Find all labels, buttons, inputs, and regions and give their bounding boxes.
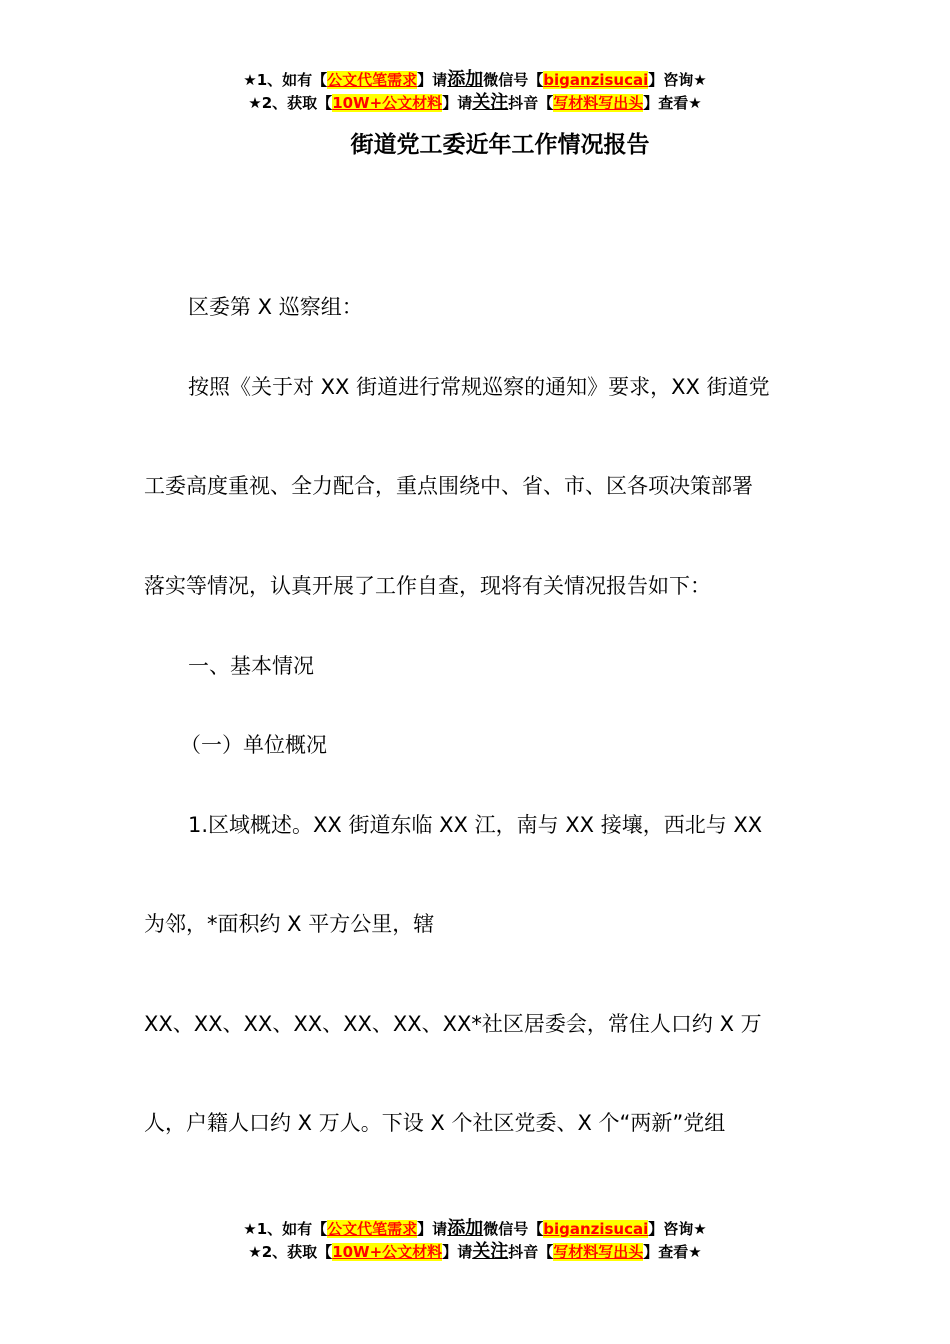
promo-text: 微信号【	[483, 1220, 544, 1238]
promo-text: 】请	[417, 71, 448, 89]
promo-text: 】请	[442, 94, 473, 112]
promo-emphasis: 添加	[447, 1218, 484, 1239]
promo-text: ★1、如有【	[243, 1220, 328, 1238]
promo-text: 】咨询★	[648, 1220, 707, 1238]
promo-text: 】咨询★	[648, 71, 707, 89]
promo-text: 】查看★	[643, 1243, 702, 1261]
paragraph-line: 落实等情况，认真开展了工作自查，现将有关情况报告如下：	[144, 574, 711, 598]
promo-line-1	[0, 1217, 950, 1240]
paragraph-line: XX、XX、XX、XX、XX、XX、XX*社区居委会，常住人口约 X 万	[144, 1012, 762, 1036]
paragraph-line: 为邻，*面积约 X 平方公里，辖	[144, 912, 435, 936]
promo-highlight: 写材料写出头	[553, 94, 644, 112]
promo-highlight: biganzisucai	[543, 71, 649, 89]
promo-text: ★2、获取【	[248, 1243, 333, 1261]
promo-text: 微信号【	[483, 71, 544, 89]
subsection-heading: （一）单位概况	[180, 733, 327, 757]
paragraph-line: 工委高度重视、全力配合，重点围绕中、省、市、区各项决策部署	[144, 474, 753, 498]
paragraph-line: 人，户籍人口约 X 万人。下设 X 个社区党委、X 个“两新”党组	[144, 1111, 726, 1135]
promo-highlight: 10W+公文材料	[332, 1243, 443, 1261]
promo-highlight: 公文代笔需求	[327, 71, 418, 89]
document-title: 街道党工委近年工作情况报告	[350, 132, 650, 158]
promo-text: 】请	[417, 1220, 448, 1238]
promo-highlight: biganzisucai	[543, 1220, 649, 1238]
header-promo-banner	[0, 68, 950, 114]
promo-text: 】请	[442, 1243, 473, 1261]
promo-text: 】查看★	[643, 94, 702, 112]
promo-text: 抖音【	[508, 94, 554, 112]
promo-text: ★2、获取【	[248, 94, 333, 112]
promo-highlight: 10W+公文材料	[332, 94, 443, 112]
promo-text: 抖音【	[508, 1243, 554, 1261]
promo-emphasis: 关注	[472, 92, 509, 113]
promo-text: ★1、如有【	[243, 71, 328, 89]
section-heading: 一、基本情况	[188, 654, 314, 678]
promo-emphasis: 添加	[447, 69, 484, 90]
footer-promo-banner	[0, 1217, 950, 1263]
promo-highlight: 写材料写出头	[553, 1243, 644, 1261]
promo-line-2	[0, 91, 950, 114]
paragraph-line: 1.区域概述。XX 街道东临 XX 江，南与 XX 接壤，西北与 XX	[188, 813, 763, 837]
promo-line-2	[0, 1240, 950, 1263]
paragraph-line: 按照《关于对 XX 街道进行常规巡察的通知》要求，XX 街道党	[188, 375, 770, 399]
promo-line-1	[0, 68, 950, 91]
salutation: 区委第 X 巡察组：	[188, 295, 363, 319]
promo-highlight: 公文代笔需求	[327, 1220, 418, 1238]
promo-emphasis: 关注	[472, 1241, 509, 1262]
